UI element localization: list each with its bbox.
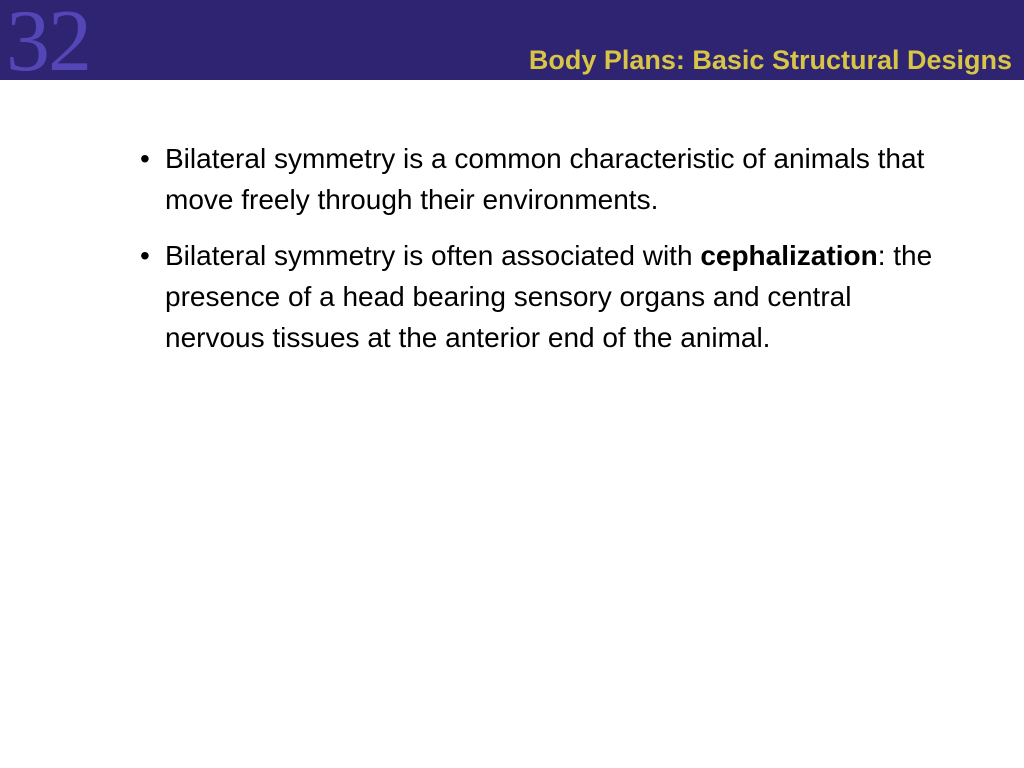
bullet-item-2 <box>140 235 940 358</box>
bold-term: cephalization <box>700 240 878 271</box>
slide-title: Body Plans: Basic Structural Designs <box>528 45 1012 75</box>
chapter-number: 32 <box>6 0 90 90</box>
header-bar <box>0 0 1024 90</box>
bullet-marker: • <box>140 240 150 271</box>
bullet-marker: • <box>140 143 150 174</box>
bullet-item-1 <box>140 138 940 220</box>
bullet-text: Bilateral symmetry is a common characteristic of animals that move freely through their environments. <box>165 143 925 215</box>
bullet-list <box>140 138 940 373</box>
bullet-text-after: : the presence of a head bearing sensory organs and central nervous tissues at the anterior end of the animal. <box>165 240 933 353</box>
bullet-text-before: Bilateral symmetry is often associated with <box>165 240 701 271</box>
